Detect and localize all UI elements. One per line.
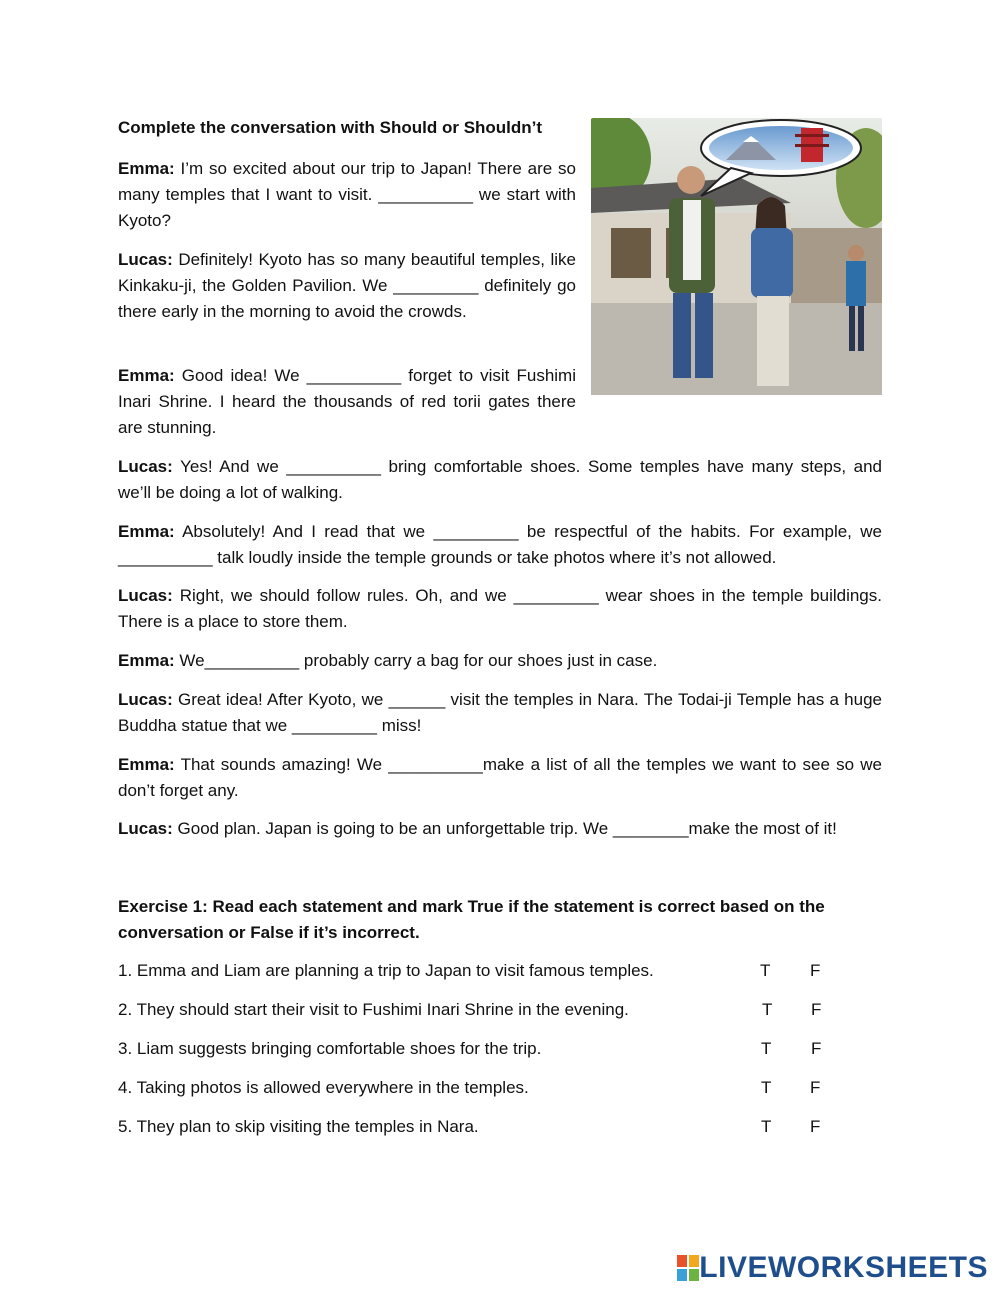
- dialogue-line: [118, 247, 576, 324]
- logo-text: LIVEWORKSHEETS: [699, 1251, 988, 1284]
- dialogue-text: Great idea! After Kyoto, we ______ visit the temples in Nara. The Todai-ji Temple has a huge Buddha statue that we _________ miss!: [118, 690, 882, 735]
- statement-1: 1. Emma and Liam are planning a trip to Japan to visit famous temples.: [118, 961, 654, 980]
- speaker-name: Emma:: [118, 522, 175, 541]
- statement-5: 5. They plan to skip visiting the temples in Nara.: [118, 1117, 479, 1136]
- dialogue-text: Absolutely! And I read that we _________ be respectful of the habits. For example, we __________ talk loudly inside the temple grounds or take photos where it’s not allowed.: [118, 522, 882, 567]
- dialogue-line: [118, 752, 882, 804]
- speaker-name: Emma:: [118, 755, 175, 774]
- true-option-2[interactable]: T: [762, 1000, 773, 1019]
- true-option-4[interactable]: T: [761, 1078, 772, 1097]
- dialogue-line: [118, 519, 882, 571]
- false-option-3[interactable]: F: [811, 1039, 822, 1058]
- statement-2: 2. They should start their visit to Fushimi Inari Shrine in the evening.: [118, 1000, 629, 1019]
- speaker-name: Emma:: [118, 651, 175, 670]
- false-option-1[interactable]: F: [810, 961, 821, 980]
- speaker-name: Lucas:: [118, 690, 173, 709]
- exercise-title: Exercise 1: Read each statement and mark True if the statement is correct based on the conversation or False if it’s incorrect.: [118, 897, 825, 942]
- true-option-3[interactable]: T: [761, 1039, 772, 1058]
- false-option-4[interactable]: F: [810, 1078, 821, 1097]
- dialogue-text: We__________ probably carry a bag for our shoes just in case.: [179, 651, 658, 670]
- dialogue-line: [118, 454, 882, 506]
- dialogue-text: Good idea! We __________ forget to visit Fushimi Inari Shrine. I heard the thousands of red torii gates there are stunning.: [118, 366, 576, 437]
- dialogue-line: [118, 583, 882, 635]
- speaker-name: Emma:: [118, 366, 175, 385]
- liveworksheets-logo: [677, 1251, 988, 1284]
- speaker-name: Emma:: [118, 159, 175, 178]
- dialogue-text: I’m so excited about our trip to Japan! There are so many temples that I want to visit. __________ we start with Kyoto?: [118, 159, 576, 230]
- true-option-5[interactable]: T: [761, 1117, 772, 1136]
- dialogue-text: Good plan. Japan is going to be an unforgettable trip. We ________make the most of it!: [177, 819, 837, 838]
- dialogue-line: [118, 363, 576, 440]
- dialogue-line: [118, 156, 576, 233]
- dialogue-line: [118, 687, 882, 739]
- worksheet-title: Complete the conversation with Should or Shouldn’t: [118, 118, 543, 137]
- false-option-2[interactable]: F: [811, 1000, 822, 1019]
- dialogue-line: [118, 648, 882, 674]
- true-option-1[interactable]: T: [760, 961, 771, 980]
- liveworksheets-logo-icon: [677, 1255, 699, 1281]
- dialogue-text: That sounds amazing! We __________make a list of all the temples we want to see so we don’t forget any.: [118, 755, 882, 800]
- false-option-5[interactable]: F: [810, 1117, 821, 1136]
- travel-photo: [591, 118, 882, 395]
- speaker-name: Lucas:: [118, 586, 173, 605]
- speaker-name: Lucas:: [118, 250, 173, 269]
- dialogue-line: [118, 816, 898, 842]
- statement-3: 3. Liam suggests bringing comfortable shoes for the trip.: [118, 1039, 542, 1058]
- dialogue-text: Yes! And we __________ bring comfortable shoes. Some temples have many steps, and we’ll be doing a lot of walking.: [118, 457, 883, 502]
- speaker-name: Lucas:: [118, 457, 173, 476]
- statement-4: 4. Taking photos is allowed everywhere in the temples.: [118, 1078, 529, 1097]
- dialogue-text: Definitely! Kyoto has so many beautiful temples, like Kinkaku-ji, the Golden Pavilion. We _________ definitely go there early in the morning to avoid the crowds.: [118, 250, 576, 321]
- couple-in-japan-illustration: [591, 118, 882, 395]
- speaker-name: Lucas:: [118, 819, 173, 838]
- dialogue-text: Right, we should follow rules. Oh, and we _________ wear shoes in the temple buildings. There is a place to store them.: [118, 586, 882, 631]
